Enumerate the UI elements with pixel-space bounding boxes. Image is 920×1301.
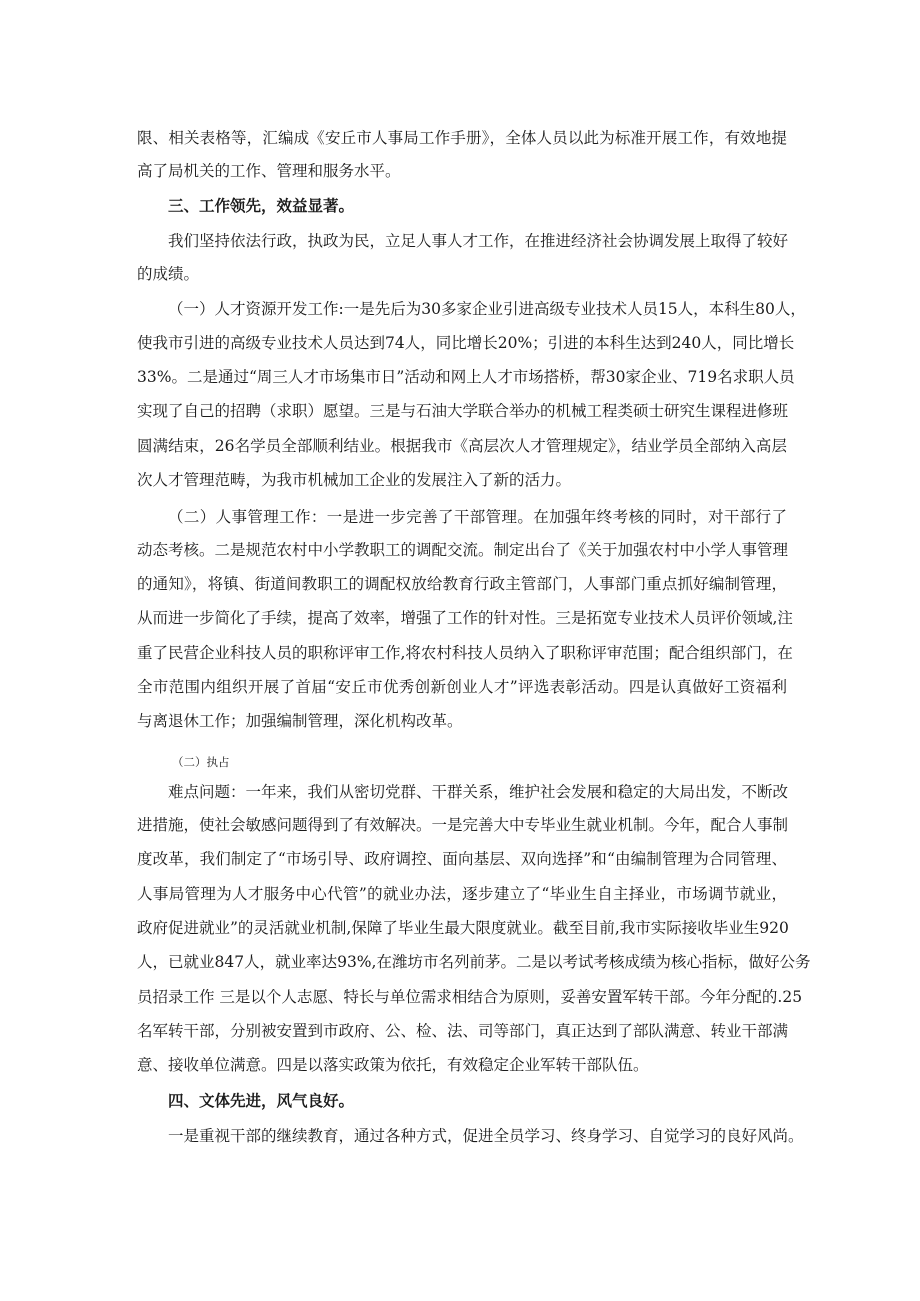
text-line: 度改革，我们制定了“市场引导、政府调控、面向基层、双向选择”和“由编制管理为合同管理、	[137, 850, 787, 868]
text-line: 政府促进就业”的灵活就业机制,保障了毕业生最大限度就业。截至目前,我市实际接收毕业生920	[137, 919, 789, 937]
text-line: 进措施，使社会敏感问题得到了有效解决。一是完善大中专毕业生就业机制。今年，配合人事制	[137, 816, 789, 834]
text-line: 难点问题：一年来，我们从密切党群、干群关系，维护社会发展和稳定的大局出发，不断改	[168, 783, 789, 801]
text-line: 的通知》，将镇、街道间教职工的调配权放给教育行政主管部门，人事部门重点抓好编制管理，	[137, 575, 787, 593]
text-line: 实现了自己的招聘（求职）愿望。三是与石油大学联合举办的机械工程类硕士研究生课程进修班	[137, 402, 789, 420]
text-line: 圆满结束，26名学员全部顺利结业。根据我市《高层次人才管理规定》，结业学员全部纳入高层	[137, 437, 787, 455]
text-line: 我们坚持依法行政，执政为民，立足人事人才工作，在推进经济社会协调发展上取得了较好	[168, 232, 789, 250]
text-line: 33%。二是通过“周三人才市场集市日”活动和网上人才市场搭桥，帮30家企业、719名求职人员	[137, 368, 795, 386]
text-line: 与离退休工作；加强编制管理，深化机构改革。	[137, 712, 463, 730]
text-line: （一）人才资源开发工作:一是先后为30多家企业引进高级专业技术人员15人，本科生80人，	[168, 300, 806, 318]
text-line: 限、相关表格等，汇编成《安丘市人事局工作手册》，全体人员以此为标准开展工作，有效地提	[137, 129, 787, 147]
text-line: 动态考核。二是规范农村中小学教职工的调配交流。制定出台了《关于加强农村中小学人事管理	[137, 541, 789, 559]
text-line: 员招录工作 三是以个人志愿、特长与单位需求相结合为原则，妥善安置军转干部。今年分配的.25	[137, 988, 803, 1006]
sub-heading: （二）执占	[172, 755, 230, 769]
text-line: （二）人事管理工作：一是进一步完善了干部管理。在加强年终考核的同时，对干部行了	[168, 508, 787, 526]
text-line: 人，已就业847人，就业率达93%,在潍坊市名列前茅。二是以考试考核成绩为核心指标，做好公务	[137, 953, 811, 971]
text-line: 人事局管理为人才服务中心代管”的就业办法，逐步建立了“毕业生自主择业，市场调节就业，	[137, 885, 787, 903]
text-line: 名军转干部，分别被安置到市政府、公、检、法、司等部门，真正达到了部队满意、转业干部满	[137, 1022, 789, 1040]
text-line: 一是重视干部的继续教育，通过各种方式，促进全员学习、终身学习、自觉学习的良好风尚。	[168, 1127, 804, 1145]
text-line: 意、接收单位满意。四是以落实政策为依托，有效稳定企业军转干部队伍。	[137, 1056, 649, 1074]
text-line: 全市范围内组织开展了首届“安丘市优秀创新创业人才”评选表彰活动。四是认真做好工资福利	[137, 678, 787, 696]
section-heading: 三、工作领先，效益显著。	[168, 196, 355, 215]
text-line: 从而进一步简化了手续，提高了效率，增强了工作的针对性。三是拓宽专业技术人员评价领域,注	[137, 609, 793, 627]
text-line: 的成绩。	[137, 265, 200, 283]
section-heading: 四、文体先进，风气良好。	[168, 1091, 355, 1110]
text-line: 高了局机关的工作、管理和服务水平。	[137, 162, 401, 180]
text-line: 重了民营企业科技人员的职称评审工作,将农村科技人员纳入了职称评审范围；配合组织部门，在	[137, 644, 793, 662]
text-line: 次人才管理范畴，为我市机械加工企业的发展注入了新的活力。	[137, 471, 572, 489]
text-line: 使我市引进的高级专业技术人员达到74人，同比增长20%；引进的本科生达到240人，同比增长	[137, 334, 795, 352]
